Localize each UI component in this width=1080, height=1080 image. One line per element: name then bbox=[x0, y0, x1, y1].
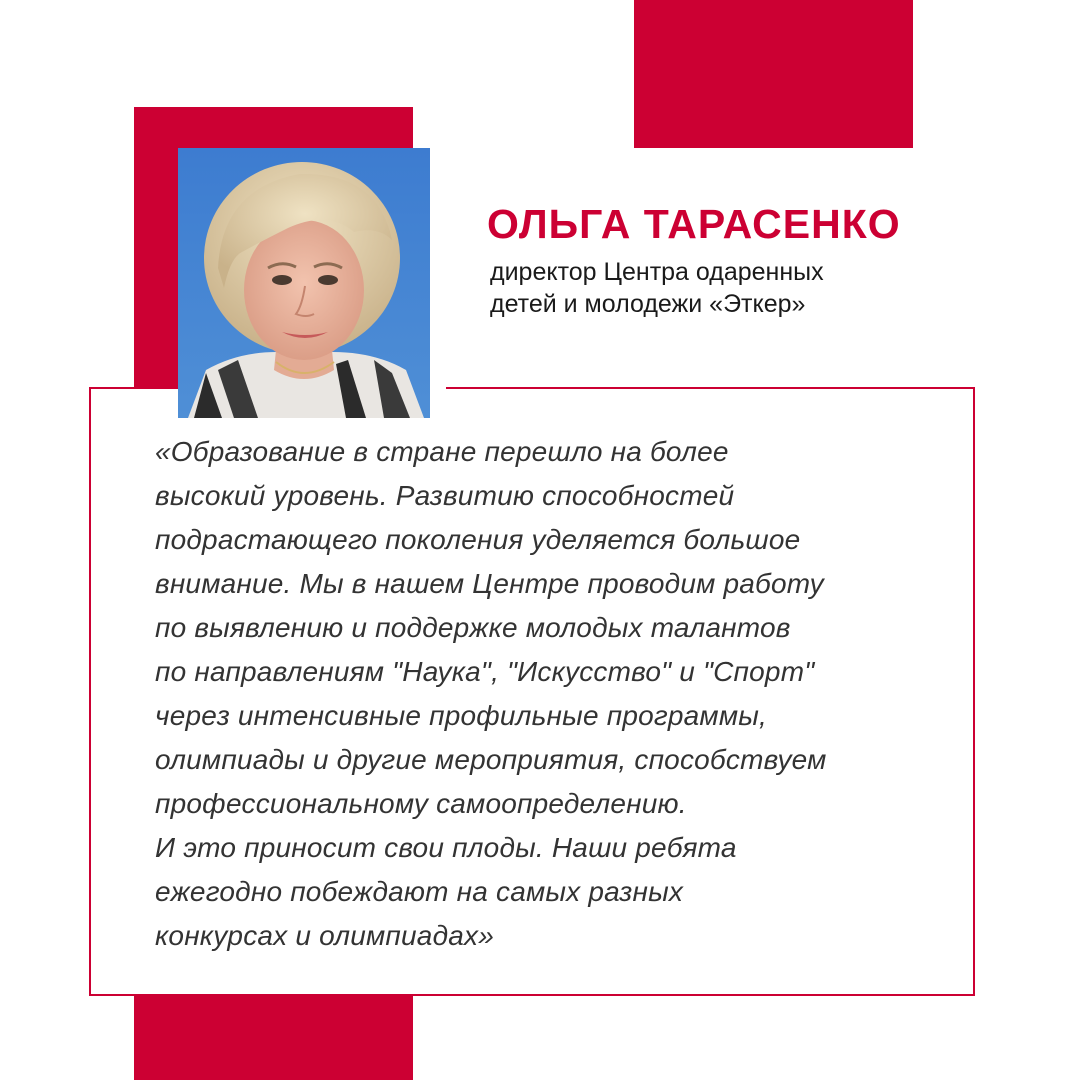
quote-line: по направлениям "Наука", "Искусство" и "Спорт" bbox=[155, 656, 815, 687]
quote-line: внимание. Мы в нашем Центре проводим работу bbox=[155, 568, 824, 599]
quote-line: И это приносит свои плоды. Наши ребята bbox=[155, 832, 737, 863]
quote-line: конкурсах и олимпиадах» bbox=[155, 920, 494, 951]
portrait-photo bbox=[178, 148, 430, 418]
quote-line: подрастающего поколения уделяется большое bbox=[155, 524, 801, 555]
person-role bbox=[490, 256, 1010, 320]
quote-line: «Образование в стране перешло на более bbox=[155, 436, 729, 467]
quote-text bbox=[155, 430, 945, 958]
quote-line: через интенсивные профильные программы, bbox=[155, 700, 768, 731]
quote-line: олимпиады и другие мероприятия, способствуем bbox=[155, 744, 827, 775]
portrait-illustration bbox=[178, 148, 430, 418]
quote-line: высокий уровень. Развитию способностей bbox=[155, 480, 735, 511]
frame-gap bbox=[430, 380, 446, 394]
role-line: директор Центра одаренных bbox=[490, 258, 824, 286]
decorative-red-block-top bbox=[634, 0, 913, 148]
quote-line: профессиональному самоопределению. bbox=[155, 788, 687, 819]
role-line: детей и молодежи «Эткер» bbox=[490, 290, 806, 318]
person-name: ОЛЬГА ТАРАСЕНКО bbox=[487, 201, 901, 247]
quote-line: ежегодно побеждают на самых разных bbox=[155, 876, 684, 907]
quote-line: по выявлению и поддержке молодых талантов bbox=[155, 612, 791, 643]
